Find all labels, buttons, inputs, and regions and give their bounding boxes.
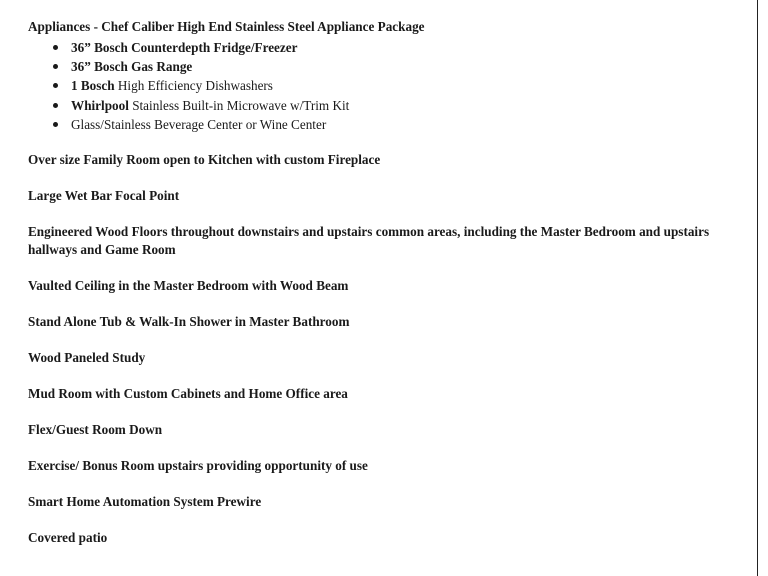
feature-covered-patio: Covered patio bbox=[28, 529, 108, 545]
appliance-item-bold: 36” Bosch Gas Range bbox=[71, 59, 193, 75]
appliance-item-text: Stainless Built-in Microwave w/Trim Kit bbox=[128, 97, 350, 113]
appliance-item-bold: 36” Bosch Counterdepth Fridge/Freezer bbox=[71, 40, 298, 55]
appliance-list bbox=[28, 38, 728, 134]
appliance-item bbox=[71, 57, 728, 76]
feature-study: Wood Paneled Study bbox=[28, 349, 146, 365]
feature-mud-room: Mud Room with Custom Cabinets and Home Office area bbox=[28, 385, 348, 401]
feature-master-bath: Stand Alone Tub & Walk-In Shower in Master Bathroom bbox=[28, 313, 350, 329]
appliance-item-text: High Efficiency Dishwashers bbox=[114, 78, 273, 94]
appliance-item-text: Glass/Stainless Beverage Center or Wine Center bbox=[71, 116, 327, 132]
appliance-item-bold: 1 Bosch bbox=[71, 78, 115, 94]
feature-vaulted-ceiling: Vaulted Ceiling in the Master Bedroom with Wood Beam bbox=[28, 277, 349, 293]
appliance-item bbox=[71, 96, 728, 115]
appliance-item bbox=[71, 38, 728, 57]
appliances-heading: Appliances - Chef Caliber High End Stainless Steel Appliance Package bbox=[28, 19, 425, 34]
feature-family-room: Over size Family Room open to Kitchen with custom Fireplace bbox=[28, 151, 381, 167]
feature-flex-room: Flex/Guest Room Down bbox=[28, 421, 163, 437]
feature-exercise-room: Exercise/ Bonus Room upstairs providing opportunity of use bbox=[28, 457, 368, 473]
document-content bbox=[28, 18, 728, 547]
appliance-item bbox=[71, 76, 728, 95]
feature-wet-bar: Large Wet Bar Focal Point bbox=[28, 187, 180, 203]
appliance-item bbox=[71, 115, 728, 134]
feature-wood-floors: Engineered Wood Floors throughout downstairs and upstairs common areas, including the Master Bedroom and upstairs hallways and Game Room bbox=[28, 223, 710, 257]
appliance-item-bold: Whirlpool bbox=[71, 97, 129, 113]
feature-smart-home: Smart Home Automation System Prewire bbox=[28, 493, 262, 509]
